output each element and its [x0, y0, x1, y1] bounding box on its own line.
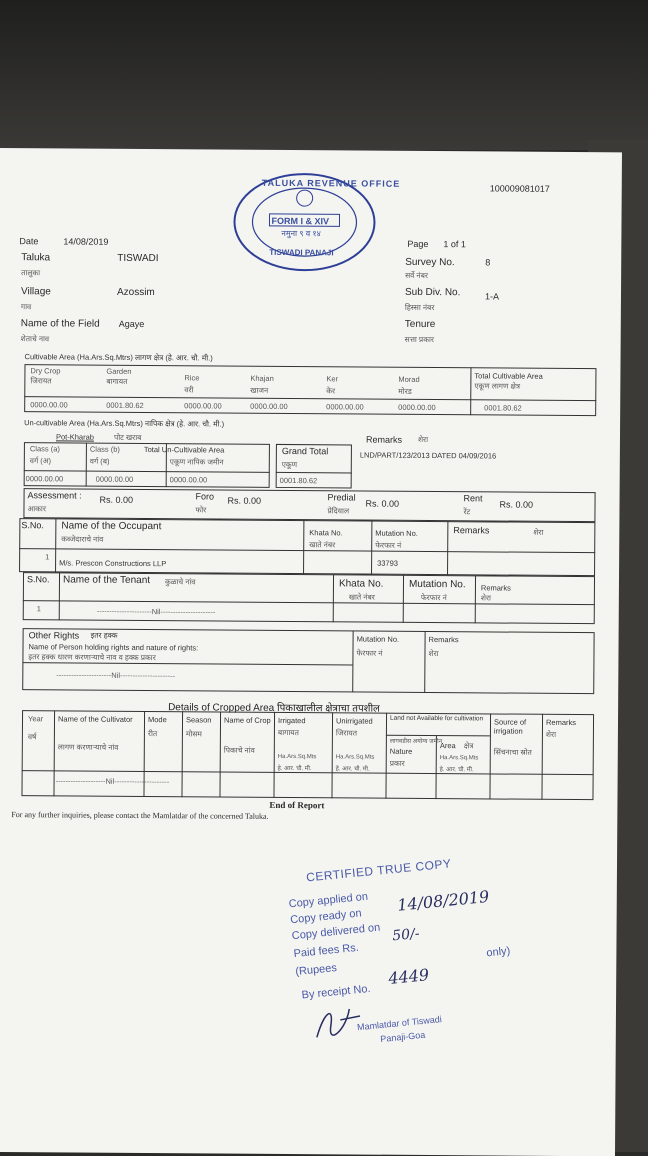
tenant-row-no: 1	[36, 604, 41, 614]
cropped-source-label-mr: सिंचनाचा स्रोत	[493, 747, 532, 757]
cult-col-0-value: 0000.00.00	[30, 400, 68, 410]
rent-value: Rs. 0.00	[499, 499, 534, 510]
cropped-nature-label: Nature	[389, 746, 413, 756]
cropped-nil: --------------------Nil----------------------	[55, 776, 170, 787]
survey-label: Survey No.	[405, 256, 455, 269]
occupant-row-mutation: 33793	[377, 558, 399, 568]
cert-rupees: (Rupees	[294, 962, 338, 979]
uncultivable-title: Un-cultivable Area (Ha.Ars.Sq.Mtrs) नापिक क्षेत्र (हे. आर. चौ. मी.)	[24, 418, 225, 429]
occupant-name-label-mr: कब्जेदाराचे नांव	[61, 534, 104, 544]
cropped-season-label: Season	[185, 715, 212, 725]
cult-col-6-value: 0001.80.62	[484, 403, 522, 413]
tenure-label-mr: सत्ता प्रकार	[404, 334, 435, 345]
other-rights-remarks-label: Remarks	[428, 635, 459, 645]
occupant-mutation-label-mr: फेरफार नं	[375, 540, 402, 550]
tenant-row-name: ----------------------Nil----------------------	[96, 606, 216, 617]
class-b-value: 0000.00.00	[95, 474, 134, 484]
tenant-khata-label: Khata No.	[338, 578, 384, 590]
cropped-unirrigated-unit-mr: हे. आर. चौ. मी.	[335, 766, 370, 773]
field-value: Agaye	[118, 318, 145, 330]
occupant-remarks-label-mr: शेरा	[533, 527, 544, 537]
other-rights-sub-mr: इतर हक्क धारण करणाऱ्याचे नाव व हक्क प्रकार	[28, 652, 156, 663]
grand-total-label-mr: एकूण	[281, 459, 298, 470]
cult-col-6-mr: एकूण लागण क्षेत्र	[474, 381, 521, 391]
cert-fees: Paid fees Rs.	[293, 941, 360, 961]
cert-place: Panaji-Goa	[379, 1029, 426, 1045]
cult-col-5-value: 0000.00.00	[398, 402, 436, 413]
subdiv-label: Sub Div. No.	[404, 286, 461, 299]
cropped-notavail-label-mr: लागवडीस अयोग्य जमीन	[389, 738, 443, 746]
cert-applied: Copy applied on	[288, 890, 369, 911]
predial-value: Rs. 0.00	[365, 498, 400, 509]
occupant-sno-label: S.No.	[21, 520, 44, 531]
class-a-label-mr: वर्ग (अ)	[29, 456, 52, 466]
tenant-mutation-label: Mutation No.	[408, 578, 466, 591]
grand-total-value: 0001.80.62	[279, 475, 318, 486]
uncult-remarks-value: LND/PART/123/2013 DATED 04/09/2016	[359, 450, 497, 461]
signature-mark	[308, 997, 372, 1043]
cropped-area-label-mr: क्षेत्र	[463, 741, 474, 751]
cropped-cultivator-label-mr: लागण करणाऱ्याचे नांव	[57, 742, 119, 752]
cropped-cultivator-label: Name of the Cultivator	[57, 714, 133, 724]
assessment-label: Assessment :	[27, 490, 82, 501]
pot-kharab-label: Pot-Kharab	[55, 432, 94, 442]
cropped-year-label: Year	[27, 714, 44, 724]
cropped-area-label: Area	[439, 741, 456, 751]
tenant-remarks-label: Remarks	[480, 583, 511, 593]
stamp-form-marathi: नमुना ९ व १४	[281, 228, 321, 239]
cropped-irrigated-unit-mr: हे. आर. चौ. मी.	[277, 765, 312, 773]
cult-col-3-en: Khajan	[250, 373, 274, 383]
other-rights-mutation-label-mr: फेरफार नं	[356, 648, 383, 658]
taluka-value: TISWADI	[117, 252, 159, 265]
cropped-year-label-mr: वर्ष	[27, 732, 37, 742]
tenant-khata-label-mr: खाते नंबर	[348, 592, 375, 602]
cropped-area-unit-mr: हे. आर. चौ. मी.	[439, 767, 474, 774]
tenant-mutation-label-mr: फेरफार नं	[420, 592, 447, 603]
page-value: 1 of 1	[443, 239, 466, 250]
field-label: Name of the Field	[20, 318, 100, 330]
cert-title: CERTIFIED TRUE COPY	[305, 856, 452, 885]
cropped-season-label-mr: मोसम	[185, 729, 202, 739]
cropped-unirrigated-label: Unirrigated	[335, 716, 373, 726]
cult-col-5-en: Morad	[398, 374, 420, 384]
other-rights-remarks-label-mr: शेरा	[428, 649, 439, 659]
cultivable-title: Cultivable Area (Ha.Ars.Sq.Mtrs) लागण क्षेत्र (हे. आर. चौ. मी.)	[24, 352, 213, 363]
pot-kharab-label-mr: पोट खराब	[113, 432, 142, 442]
taluka-label: Taluka	[21, 252, 51, 264]
cult-col-6-en: Total Cultivable Area	[474, 371, 543, 381]
cropped-crop-label-mr: पिकाचे नांव	[223, 745, 255, 755]
survey-value: 8	[485, 257, 491, 268]
cult-col-2-en: Rice	[184, 373, 200, 383]
date-value: 14/08/2019	[63, 236, 109, 247]
stamp-form-text: FORM I & XIV	[271, 215, 330, 227]
foro-label-mr: फोर	[195, 505, 207, 515]
cropped-source-label: Source of irrigation	[493, 717, 527, 736]
cult-col-3-value: 0000.00.00	[250, 401, 288, 412]
other-rights-title: Other Rights	[28, 630, 80, 641]
village-label: Village	[20, 286, 51, 298]
footer-note: For any further inquiries, please contact the Mamlatdar of the concerned Taluka.	[11, 810, 269, 821]
cult-col-0-en: Dry Crop	[30, 366, 61, 376]
cropped-irrigated-label-mr: बागायत	[277, 727, 299, 738]
cropped-irrigated-label: Irrigated	[277, 715, 306, 726]
subdiv-label-mr: हिस्सा नंबर	[404, 302, 435, 313]
tenant-name-label-mr: कुळाचे नांव	[164, 577, 196, 587]
cert-ready: Copy ready on	[289, 907, 363, 927]
cropped-unirrigated-unit: Ha.Ars.Sq.Mts	[335, 754, 375, 761]
cult-col-2-value: 0000.00.00	[184, 401, 222, 411]
other-rights-title-mr: इतर हक्क	[90, 630, 118, 640]
cert-only: only)	[485, 945, 511, 960]
cult-col-4-value: 0000.00.00	[326, 402, 364, 412]
cert-hand-receipt: 4449	[387, 965, 430, 988]
tenant-remarks-label-mr: शेरा	[480, 593, 492, 603]
cert-signatory: Mamlatdar of Tiswadi	[356, 1014, 443, 1033]
total-uncult-label: Total Un-Cultivable Area	[143, 445, 225, 455]
cult-col-0-mr: जिरायत	[30, 376, 52, 386]
cult-col-1-value: 0001.80.62	[106, 400, 144, 411]
uncult-remarks-label-mr: शेरा	[417, 434, 429, 444]
occupant-mutation-label: Mutation No.	[375, 528, 418, 538]
grand-total-label: Grand Total	[281, 445, 329, 457]
cert-hand-date: 14/08/2019	[396, 886, 491, 915]
cropped-nature-label-mr: प्रकार	[389, 758, 405, 768]
document-number: 100009081017	[489, 183, 550, 194]
occupant-remarks-label: Remarks	[453, 525, 490, 536]
record-document	[0, 148, 622, 1156]
cropped-unirrigated-label-mr: जिरायत	[335, 728, 358, 738]
certified-copy-stamp	[286, 850, 533, 1062]
occupant-khata-label: Khata No.	[309, 528, 343, 538]
cropped-area-unit: Ha.Ars.Sq.Mts	[439, 755, 479, 762]
cert-hand-fee: 50/-	[391, 925, 421, 945]
class-b-label-mr: वर्ग (ब)	[89, 456, 110, 466]
occupant-row-no: 1	[45, 552, 50, 562]
cert-receipt: By receipt No.	[301, 982, 372, 1002]
stamp-bottom-text: TISWADI PANAJI	[269, 247, 334, 258]
cropped-crop-label: Name of Crop	[223, 715, 271, 725]
cult-col-4-en: Ker	[326, 374, 339, 384]
predial-label: Predial	[327, 492, 356, 503]
cropped-remarks-label: Remarks	[545, 717, 577, 728]
cult-col-1-mr: बागायत	[106, 376, 128, 386]
page-label: Page	[407, 238, 429, 249]
cult-col-1-en: Garden	[106, 366, 132, 376]
cert-delivered: Copy delivered on	[291, 921, 381, 943]
assessment-value: Rs. 0.00	[99, 494, 134, 505]
assessment-label-mr: आकार	[27, 504, 46, 514]
foro-value: Rs. 0.00	[227, 495, 262, 506]
predial-label-mr: प्रेदियाल	[327, 506, 350, 516]
total-uncult-value: 0000.00.00	[169, 475, 208, 485]
uncult-remarks-label: Remarks	[365, 434, 403, 445]
total-uncult-label-mr: एकूण नापिक जमीन	[169, 457, 224, 467]
other-rights-nil: ----------------------Nil----------------------	[56, 670, 176, 681]
cult-col-3-mr: खाजन	[250, 385, 269, 395]
background-top	[0, 0, 648, 150]
cropped-notavail-label: Land not Available for cultivation	[390, 714, 484, 723]
village-value: Azossim	[116, 286, 155, 299]
subdiv-value: 1-A	[484, 291, 500, 302]
cult-col-4-mr: केर	[326, 386, 336, 396]
class-a-value: 0000.00.00	[25, 474, 64, 484]
survey-label-mr: सर्वे नंबर	[405, 270, 428, 280]
cult-col-2-mr: वरी	[184, 385, 194, 395]
taluka-label-mr: तालुका	[21, 268, 41, 278]
cropped-mode-label: Mode	[147, 715, 167, 725]
stamp-top-text: TALUKA REVENUE OFFICE	[261, 177, 401, 189]
other-rights-mutation-label: Mutation No.	[356, 634, 400, 644]
cropped-irrigated-unit: Ha.Ars.Sq.Mts	[277, 753, 317, 761]
foro-label: Foro	[195, 491, 215, 502]
cropped-title: Details of Cropped Area पिकाखालील क्षेत्राचा तपशील	[168, 702, 380, 715]
village-label-mr: गाव	[20, 302, 32, 312]
cult-col-5-mr: मोरड	[398, 386, 412, 396]
occupant-khata-label-mr: खाते नंबर	[309, 540, 336, 550]
class-b-label: Class (b)	[89, 444, 120, 454]
end-of-report: End of Report	[269, 799, 325, 811]
date-label: Date	[19, 236, 39, 247]
class-a-label: Class (a)	[29, 444, 60, 454]
tenure-label: Tenure	[404, 318, 436, 331]
cropped-remarks-label-mr: शेरा	[545, 729, 557, 739]
field-label-mr: शेताचे नाव	[20, 334, 50, 344]
rent-label-mr: रेंट	[463, 507, 471, 517]
occupant-name-label: Name of the Occupant	[61, 520, 162, 533]
tenant-name-label: Name of the Tenant	[62, 574, 151, 587]
cropped-mode-label-mr: रीत	[147, 729, 158, 739]
rent-label: Rent	[463, 493, 483, 504]
occupant-row-name: M/s. Prescon Constructions LLP	[59, 558, 167, 569]
tenant-sno-label: S.No.	[26, 574, 50, 585]
other-rights-sub: Name of Person holding rights and nature of rights:	[28, 642, 199, 653]
